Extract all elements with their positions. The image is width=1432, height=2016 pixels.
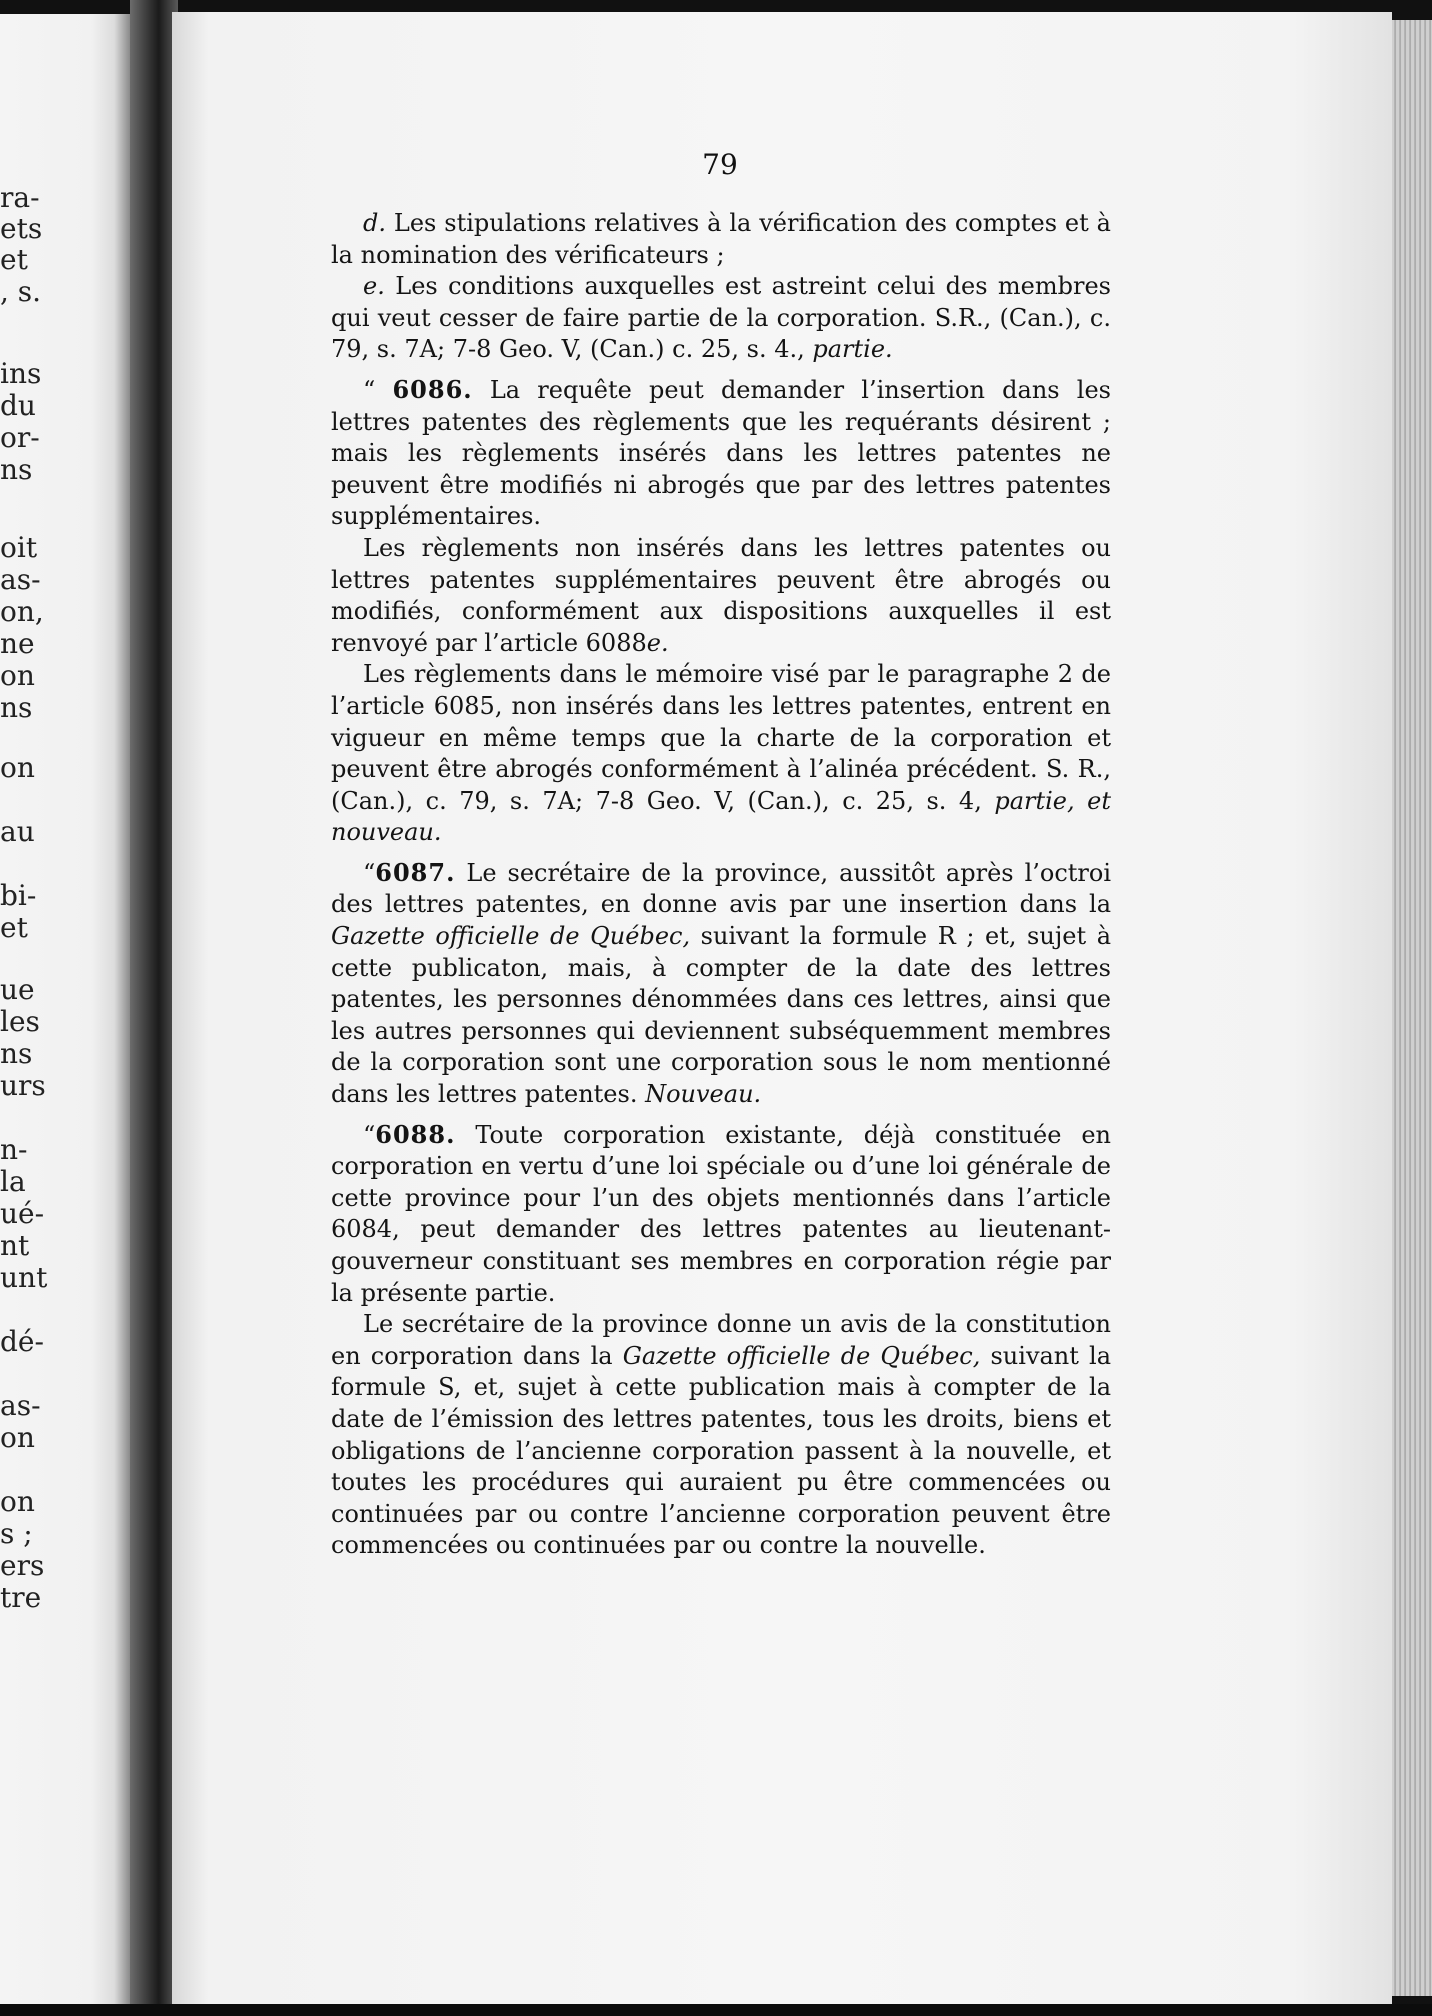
citation-italic: e. xyxy=(646,628,669,657)
facing-page-text-fragment: on, xyxy=(0,595,44,628)
facing-page-text-fragment: or- xyxy=(0,421,40,454)
facing-page-text-fragment: on xyxy=(0,1485,35,1518)
facing-page-text-fragment: ins xyxy=(0,357,42,390)
article-6088 xyxy=(331,1119,1111,1310)
facing-page-text-fragment: urs xyxy=(0,1069,46,1102)
scan-border xyxy=(0,2004,1432,2016)
facing-page-text-fragment: on xyxy=(0,1421,35,1454)
article-6086-paragraph-3 xyxy=(331,659,1111,849)
article-number: 6087. xyxy=(375,857,456,887)
paragraph-text: Les stipulations relatives à la vérification des comptes et à la nomination des vérificateurs ; xyxy=(331,209,1111,269)
facing-page-text-fragment: unt xyxy=(0,1261,48,1294)
paragraph-text: Le secrétaire de la province donne un avis de la constitution en corporation dans la xyxy=(331,1310,1111,1370)
paragraph-text: suivant la formule S, et, sujet à cette publication mais à compter de la date de l’émission des lettres patentes, tous les droits, biens et obligations de l’ancienne corporation passent à la nouvelle, et toutes les procédures qui auraient pu être commencées ou continuées par ou contre l’ancienne corporation peuvent être commencées ou continuées par ou contre la nouvelle. xyxy=(331,1341,1112,1560)
facing-page-text-fragment: ns xyxy=(0,691,33,724)
paragraph-text: La requête peut demander l’insertion dans les lettres patentes des règlements que les requérants désirent ; mais les règlements insérés dans les lettres patentes ne peuvent être modifiés ni abrogés que par des lettres patentes supplémentaires. xyxy=(331,375,1111,531)
opening-quote: “ xyxy=(363,1120,376,1149)
paragraph-text: Les règlements dans le mémoire visé par le paragraphe 2 de l’article 6085, non insérés dans les lettres patentes, entrent en vigueur en même temps que la charte de la corporation et peuvent être abrogés conformément à l’alinéa précédent. S. R., (Can.), c. 79, s. 7A; 7-8 Geo. V, (Can.), c. 25, s. 4, xyxy=(331,660,1111,815)
citation-italic: Nouveau. xyxy=(645,1080,762,1109)
facing-page-text-fragment: ué- xyxy=(0,1197,45,1230)
article-6086-paragraph-2 xyxy=(331,533,1111,659)
facing-page-text-fragment: ns xyxy=(0,453,33,486)
facing-page-text-fragment: du xyxy=(0,389,36,422)
facing-page-text-fragment: la xyxy=(0,1165,26,1198)
facing-page-text-fragment: ne xyxy=(0,627,35,660)
publication-title: Gazette officielle de Québec, xyxy=(331,922,691,951)
paragraph-text: Toute corporation existante, déjà constituée en corporation en vertu d’une loi spéciale ou d’une loi générale de cette province pour l’un des objets mentionnés dans l’article 6084, peut demander des lettres patentes au lieutenant-gouverneur constituant ses membres en corporation régie par la présente partie. xyxy=(331,1120,1111,1307)
article-number: 6086. xyxy=(392,374,473,404)
facing-page-text-fragment: n- xyxy=(0,1133,28,1166)
facing-page-text-fragment: s ; xyxy=(0,1517,33,1550)
article-6086 xyxy=(331,374,1111,533)
item-label: d. xyxy=(363,209,386,237)
facing-page-text-fragment: bi- xyxy=(0,879,37,912)
item-label: e. xyxy=(363,272,385,301)
paragraph-text: Les conditions auxquelles est astreint celui des membres qui veut cesser de faire partie de la corporation. S.R., (Can.), c. 79, s. 7A; 7-8 Geo. V, (Can.) c. 25, s. 4., xyxy=(331,272,1111,364)
facing-page-text-fragment: ns xyxy=(0,1037,33,1070)
facing-page-text-fragment: ra- xyxy=(0,181,40,214)
paragraph-d xyxy=(331,208,1111,271)
facing-page-text-fragment: dé- xyxy=(0,1325,44,1358)
citation-italic: partie. xyxy=(804,335,893,364)
article-6087 xyxy=(331,857,1111,1111)
facing-page-text-fragment: on xyxy=(0,751,35,784)
facing-page-text-fragment: et xyxy=(0,243,28,276)
facing-page-text-fragment: oit xyxy=(0,531,38,564)
opening-quote: “ xyxy=(363,858,376,887)
facing-page-fragment xyxy=(0,14,130,2006)
paragraph-text: Le secrétaire de la province, aussitôt après l’octroi des lettres patentes, en donne avis par une insertion dans la xyxy=(331,858,1111,919)
facing-page-text-fragment: , s. xyxy=(0,275,42,308)
facing-page-text-fragment: on xyxy=(0,659,35,692)
page-number: 79 xyxy=(702,148,738,181)
page-edges xyxy=(1392,20,1432,1996)
page-body xyxy=(331,208,1111,1562)
facing-page-text-fragment: ets xyxy=(0,212,43,245)
book-gutter xyxy=(130,0,178,2016)
facing-page-text-fragment: au xyxy=(0,815,35,848)
facing-page-text-fragment: as- xyxy=(0,563,41,596)
opening-quote: “ xyxy=(363,375,393,404)
facing-page-text-fragment: nt xyxy=(0,1229,30,1262)
paragraph-e xyxy=(331,271,1111,366)
facing-page-text-fragment: as- xyxy=(0,1389,41,1422)
publication-title: Gazette officielle de Québec, xyxy=(622,1341,981,1370)
facing-page-text-fragment: ers xyxy=(0,1549,45,1582)
facing-page-text-fragment: et xyxy=(0,911,28,944)
facing-page-text-fragment: ue xyxy=(0,973,35,1006)
article-number: 6088. xyxy=(375,1119,456,1149)
citation-italic: partie, et nouveau. xyxy=(331,786,1112,847)
paragraph-text: Les règlements non insérés dans les lettres patentes ou lettres patentes supplémentaires peuvent être abrogés ou modifiés, conformément aux dispositions auxquelles il est renvoyé par l’article 6088 xyxy=(331,533,1111,657)
paragraph-text: suivant la formule R ; et, sujet à cette publicaton, mais, à compter de la date des lettres patentes, les personnes dénommées dans ces lettres, ainsi que les autres personnes qui deviennent subséquemment membres de la corporation sont une corporation sous le nom mentionné dans les lettres patentes. xyxy=(331,922,1111,1109)
article-6088-paragraph-2 xyxy=(331,1309,1111,1562)
facing-page-text-fragment: tre xyxy=(0,1581,42,1614)
facing-page-text-fragment: les xyxy=(0,1005,40,1038)
